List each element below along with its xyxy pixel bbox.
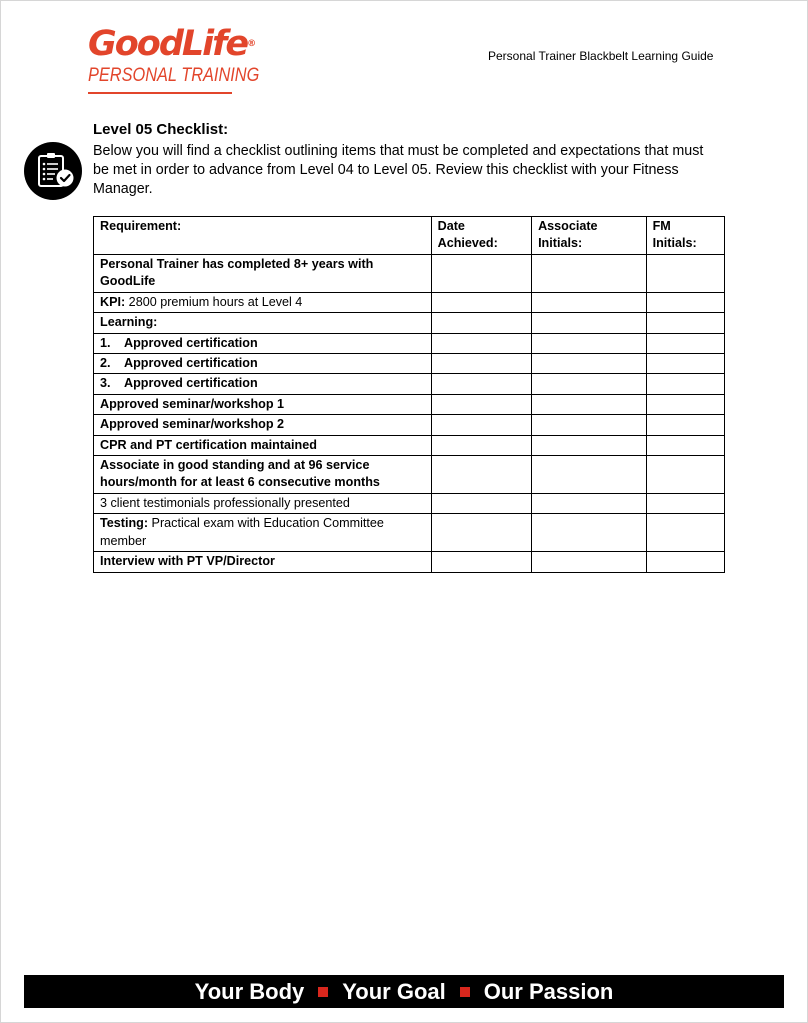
date-cell[interactable]: [431, 552, 531, 572]
requirement-cell: Interview with PT VP/Director: [94, 552, 432, 572]
footer-slogan-bar: [24, 975, 784, 1008]
associate-initials-cell[interactable]: [532, 333, 647, 353]
slogan-your-goal: Your Goal: [342, 978, 446, 1004]
associate-initials-cell[interactable]: [532, 292, 647, 312]
table-row: [94, 354, 725, 374]
fm-initials-cell[interactable]: [646, 415, 724, 435]
associate-initials-cell[interactable]: [532, 552, 647, 572]
date-cell[interactable]: [431, 292, 531, 312]
slogan-our-passion: Our Passion: [483, 978, 614, 1004]
associate-initials-cell[interactable]: [532, 374, 647, 394]
header-requirement: Requirement:: [94, 217, 432, 255]
fm-initials-cell[interactable]: [646, 374, 724, 394]
fm-initials-cell[interactable]: [646, 394, 724, 414]
associate-initials-cell[interactable]: [532, 493, 647, 513]
requirement-cell: 3 client testimonials professionally presented: [94, 493, 432, 513]
requirement-cell: KPI: 2800 premium hours at Level 4: [94, 292, 432, 312]
checklist-icon: [24, 142, 82, 200]
goodlife-logo: [88, 24, 260, 94]
header-associate-initials: Associate Initials:: [532, 217, 647, 255]
table-row: [94, 374, 725, 394]
header-date-achieved: Date Achieved:: [431, 217, 531, 255]
associate-initials-cell[interactable]: [532, 415, 647, 435]
date-cell[interactable]: [431, 333, 531, 353]
table-row: [94, 415, 725, 435]
requirement-cell: Learning:: [94, 313, 432, 333]
associate-initials-cell[interactable]: [532, 255, 647, 293]
fm-initials-cell[interactable]: [646, 354, 724, 374]
fm-initials-cell[interactable]: [646, 333, 724, 353]
date-cell[interactable]: [431, 435, 531, 455]
date-cell[interactable]: [431, 514, 531, 552]
associate-initials-cell[interactable]: [532, 354, 647, 374]
fm-initials-cell[interactable]: [646, 255, 724, 293]
date-cell[interactable]: [431, 456, 531, 494]
requirement-cell: Approved seminar/workshop 2: [94, 415, 432, 435]
header-fm-initials: FM Initials:: [646, 217, 724, 255]
table-row: [94, 292, 725, 312]
requirement-cell: 2. Approved certification: [94, 354, 432, 374]
date-cell[interactable]: [431, 493, 531, 513]
fm-initials-cell[interactable]: [646, 456, 724, 494]
table-row: [94, 435, 725, 455]
requirement-cell: Personal Trainer has completed 8+ years with GoodLife: [94, 255, 432, 293]
table-row: [94, 514, 725, 552]
table-row: [94, 493, 725, 513]
fm-initials-cell[interactable]: [646, 514, 724, 552]
date-cell[interactable]: [431, 415, 531, 435]
requirement-cell: Testing: Practical exam with Education Committee member: [94, 514, 432, 552]
logo-trademark: ®: [247, 39, 257, 49]
slogan-separator-icon: [460, 987, 470, 997]
table-row: [94, 313, 725, 333]
associate-initials-cell[interactable]: [532, 514, 647, 552]
date-cell[interactable]: [431, 313, 531, 333]
date-cell[interactable]: [431, 354, 531, 374]
date-cell[interactable]: [431, 255, 531, 293]
associate-initials-cell[interactable]: [532, 456, 647, 494]
checklist-table: [93, 216, 725, 573]
table-header-row: [94, 217, 725, 255]
table-row: [94, 552, 725, 572]
fm-initials-cell[interactable]: [646, 493, 724, 513]
table-row: [94, 333, 725, 353]
slogan-your-body: Your Body: [194, 978, 305, 1004]
section-intro: Below you will find a checklist outlining items that must be completed and expectations that must be met in order to advance from Level 04 to Level 05. Review this checklist with your Fitness Manager.: [93, 143, 704, 197]
table-row: [94, 394, 725, 414]
associate-initials-cell[interactable]: [532, 394, 647, 414]
logo-wordmark: GoodLife®: [88, 24, 257, 64]
logo-underline: [88, 92, 232, 94]
fm-initials-cell[interactable]: [646, 435, 724, 455]
document-header-title: Personal Trainer Blackbelt Learning Guide: [488, 49, 714, 63]
table-row: [94, 255, 725, 293]
fm-initials-cell[interactable]: [646, 313, 724, 333]
fm-initials-cell[interactable]: [646, 552, 724, 572]
requirement-cell: 1. Approved certification: [94, 333, 432, 353]
slogan-separator-icon: [318, 987, 328, 997]
logo-subtitle: PERSONAL TRAINING: [88, 65, 260, 86]
table-row: [94, 456, 725, 494]
fm-initials-cell[interactable]: [646, 292, 724, 312]
date-cell[interactable]: [431, 394, 531, 414]
associate-initials-cell[interactable]: [532, 313, 647, 333]
date-cell[interactable]: [431, 374, 531, 394]
section-heading: Level 05 Checklist:: [93, 121, 229, 138]
requirement-cell: Approved seminar/workshop 1: [94, 394, 432, 414]
associate-initials-cell[interactable]: [532, 435, 647, 455]
requirement-cell: Associate in good standing and at 96 service hours/month for at least 6 consecutive months: [94, 456, 432, 494]
requirement-cell: CPR and PT certification maintained: [94, 435, 432, 455]
requirement-cell: 3. Approved certification: [94, 374, 432, 394]
